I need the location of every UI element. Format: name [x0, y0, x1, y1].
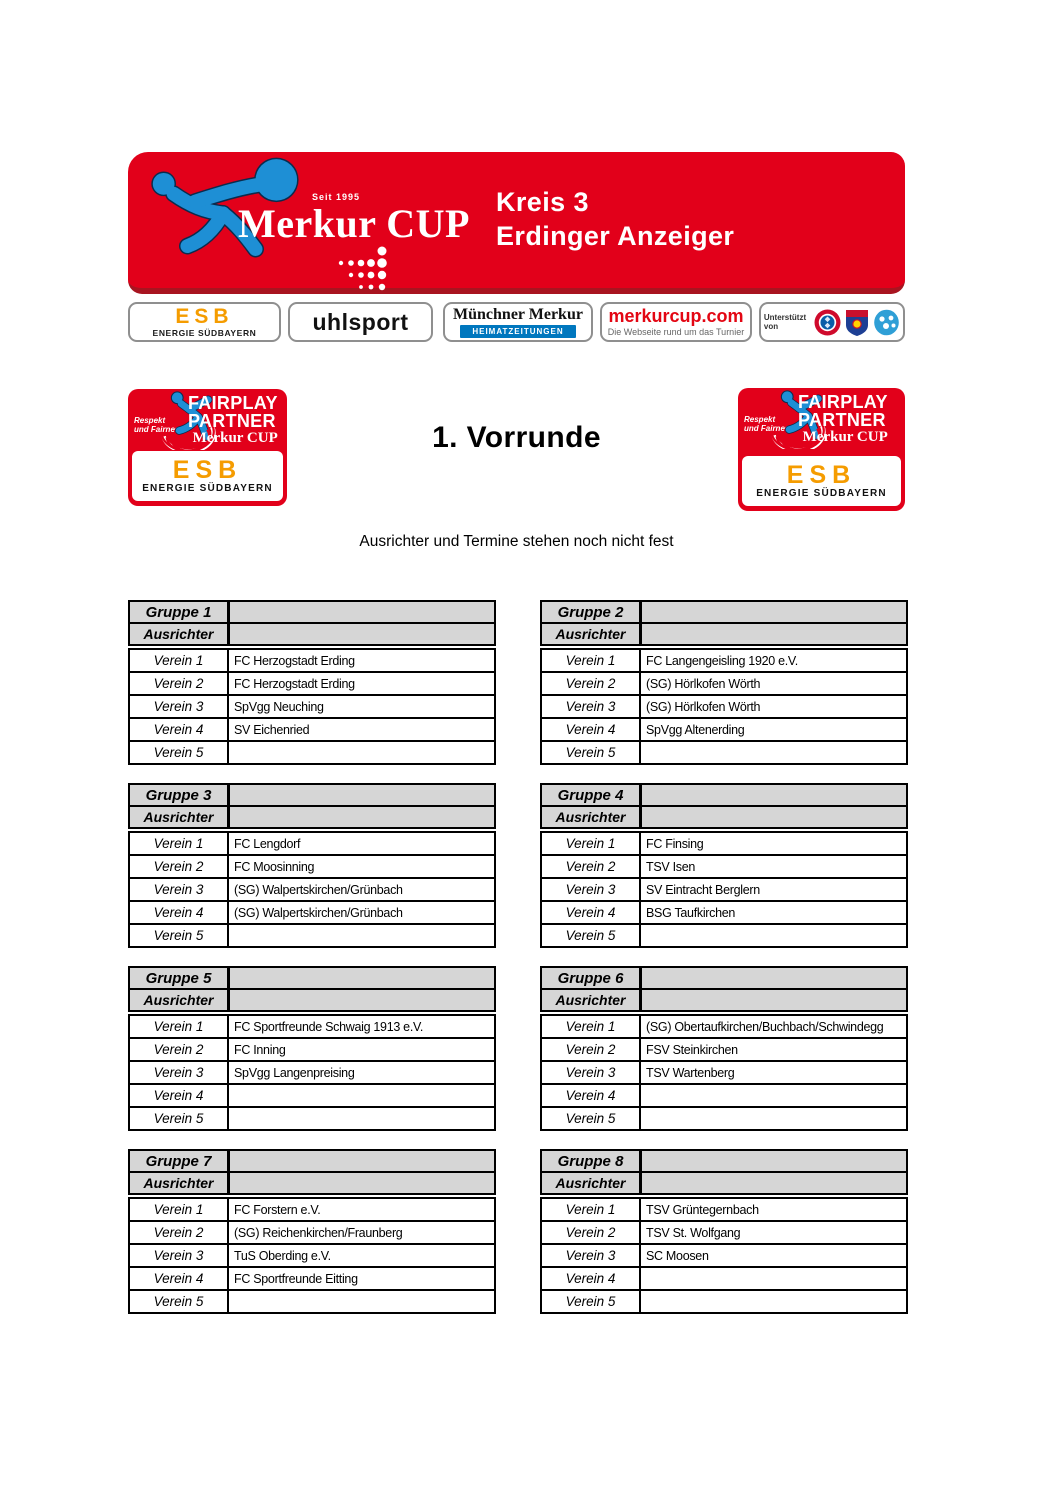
group-name: Gruppe 3	[130, 785, 230, 805]
verein-value: BSG Taufkirchen	[646, 905, 736, 920]
group-name-row	[130, 1151, 494, 1173]
verein-row	[130, 833, 494, 856]
sponsor-uhlsport	[288, 302, 433, 342]
ausrichter-row	[542, 990, 906, 1010]
group-name-row	[130, 602, 494, 624]
sponsor-muenchner-merkur	[443, 302, 593, 342]
esb-logo: ESB	[175, 304, 234, 328]
verein-value: FC Moosinning	[234, 859, 315, 874]
verein-value	[641, 1085, 906, 1106]
verein-label: Verein 4	[130, 1268, 229, 1289]
ausrichter-value	[230, 807, 494, 827]
banner-title	[496, 185, 734, 253]
verein-row	[542, 833, 906, 856]
verein-value: (SG) Hörlkofen Wörth	[646, 676, 761, 691]
banner-kreis: Kreis 3	[496, 187, 589, 217]
ausrichter-row	[542, 807, 906, 827]
verein-value: SpVgg Altenerding	[646, 722, 745, 737]
ausrichter-value	[642, 1173, 906, 1193]
verein-value: SpVgg Neuching	[234, 699, 324, 714]
group-header	[128, 966, 496, 1012]
verein-value: FC Inning	[234, 1042, 286, 1057]
verein-row	[130, 1268, 494, 1291]
verein-row	[130, 650, 494, 673]
group-name: Gruppe 4	[542, 785, 642, 805]
verein-row	[542, 902, 906, 925]
verein-label: Verein 5	[130, 1291, 229, 1312]
verein-value: SC Moosen	[646, 1248, 709, 1263]
verein-label: Verein 2	[130, 1222, 229, 1243]
ausrichter-row	[542, 1173, 906, 1193]
verein-row	[130, 1062, 494, 1085]
verein-row	[130, 1039, 494, 1062]
verein-row	[542, 1016, 906, 1039]
page-subtitle: Ausrichter und Termine stehen noch nicht fest	[359, 533, 674, 550]
verein-value	[641, 925, 906, 946]
verein-row	[130, 925, 494, 946]
group-name: Gruppe 1	[130, 602, 230, 622]
dots-arrow-icon	[335, 246, 393, 302]
verein-row	[130, 696, 494, 719]
fairplay-line2: PARTNER	[188, 411, 276, 431]
verein-label: Verein 3	[542, 1245, 641, 1266]
verein-value: (SG) Reichenkirchen/Fraunberg	[234, 1225, 403, 1240]
verein-row	[542, 696, 906, 719]
ausrichter-value	[230, 1173, 494, 1193]
verein-label: Verein 1	[130, 833, 229, 854]
sponsor-merkurcup-com	[600, 302, 752, 342]
group-header	[128, 600, 496, 646]
verein-row	[130, 1245, 494, 1268]
verein-label: Verein 1	[542, 833, 641, 854]
ausrichter-row	[130, 1173, 494, 1193]
banner-anzeiger: Erdinger Anzeiger	[496, 221, 735, 251]
verein-value: FC Finsing	[646, 836, 704, 851]
verein-row	[542, 650, 906, 673]
verein-label: Verein 4	[542, 1268, 641, 1289]
group-header	[540, 1149, 908, 1195]
ausrichter-row	[130, 624, 494, 644]
group-name-row	[542, 785, 906, 807]
ausrichter-value	[642, 807, 906, 827]
verein-label: Verein 3	[130, 1062, 229, 1083]
fc-bayern-icon	[814, 309, 841, 336]
verein-label: Verein 3	[130, 879, 229, 900]
verein-value: FC Langengeisling 1920 e.V.	[646, 653, 798, 668]
group-name: Gruppe 8	[542, 1151, 642, 1171]
esb-logo: ESB	[786, 461, 857, 489]
verein-label: Verein 2	[542, 1222, 641, 1243]
group-body	[540, 1197, 908, 1314]
group-body	[128, 648, 496, 765]
verein-row	[130, 673, 494, 696]
group-table-7	[128, 1149, 496, 1314]
verein-label: Verein 3	[542, 879, 641, 900]
verein-row	[542, 1039, 906, 1062]
verein-value	[641, 742, 906, 763]
group-name-value	[642, 785, 906, 805]
verein-label: Verein 4	[130, 902, 229, 923]
group-header	[540, 600, 908, 646]
merkurcup-com-subtitle: Die Webseite rund um das Turnier	[607, 326, 745, 337]
verein-label: Verein 2	[542, 1039, 641, 1060]
ausrichter-row	[542, 624, 906, 644]
verein-label: Verein 1	[130, 1199, 229, 1220]
group-table-6	[540, 966, 908, 1131]
verein-row	[130, 719, 494, 742]
esb-subtitle: ENERGIE SÜDBAYERN	[152, 327, 257, 338]
group-name-value	[642, 602, 906, 622]
verein-label: Verein 5	[542, 1291, 641, 1312]
verein-value: SV Eichenried	[234, 722, 310, 737]
verein-value: SpVgg Langenpreising	[234, 1065, 355, 1080]
fairplay-line1: FAIRPLAY	[188, 393, 278, 413]
fairplay-esb-box	[742, 456, 901, 506]
group-header	[540, 966, 908, 1012]
verein-row	[130, 879, 494, 902]
group-name: Gruppe 2	[542, 602, 642, 622]
verein-value	[641, 1108, 906, 1129]
ausrichter-label: Ausrichter	[542, 1173, 642, 1193]
fairplay-line2: PARTNER	[798, 410, 886, 430]
verein-label: Verein 3	[130, 1245, 229, 1266]
verein-value: TSV St. Wolfgang	[646, 1225, 741, 1240]
verein-value	[641, 1291, 906, 1312]
verein-label: Verein 4	[542, 902, 641, 923]
page-title: 1. Vorrunde	[432, 421, 601, 454]
verein-row	[130, 1016, 494, 1039]
group-name: Gruppe 6	[542, 968, 642, 988]
verein-row	[130, 902, 494, 925]
verein-label: Verein 3	[542, 696, 641, 717]
verein-label: Verein 1	[542, 650, 641, 671]
group-header	[128, 783, 496, 829]
verein-label: Verein 5	[542, 742, 641, 763]
bfv-icon	[873, 309, 900, 336]
verein-row	[542, 925, 906, 946]
group-header	[128, 1149, 496, 1195]
group-name: Gruppe 7	[130, 1151, 230, 1171]
group-name-row	[542, 602, 906, 624]
group-table-8	[540, 1149, 908, 1314]
group-body	[128, 1014, 496, 1131]
club-crest-icon	[844, 308, 870, 336]
ausrichter-value	[230, 624, 494, 644]
sponsor-supporters	[759, 302, 905, 342]
respekt-line1: Respekt	[134, 416, 166, 425]
verein-row	[542, 1245, 906, 1268]
heimatzeitungen-bar: HEIMATZEITUNGEN	[460, 325, 575, 338]
group-body	[128, 831, 496, 948]
verein-row	[542, 1085, 906, 1108]
verein-label: Verein 4	[542, 1085, 641, 1106]
merkur-cup-wordmark: Merkur CUP	[238, 201, 470, 246]
verein-row	[130, 1291, 494, 1312]
verein-label: Verein 1	[542, 1199, 641, 1220]
verein-label: Verein 2	[130, 856, 229, 877]
verein-row	[130, 1108, 494, 1129]
fairplay-line3: Merkur CUP	[192, 430, 278, 446]
verein-row	[542, 1062, 906, 1085]
verein-value: FC Herzogstadt Erding	[234, 653, 355, 668]
ausrichter-label: Ausrichter	[130, 807, 230, 827]
verein-value: FC Forstern e.V.	[234, 1202, 321, 1217]
ausrichter-label: Ausrichter	[130, 990, 230, 1010]
verein-row	[542, 1268, 906, 1291]
verein-value	[229, 1108, 494, 1129]
sponsor-strip	[128, 302, 905, 344]
verein-label: Verein 1	[542, 1016, 641, 1037]
group-table-4	[540, 783, 908, 948]
group-table-3	[128, 783, 496, 948]
fairplay-line3: Merkur CUP	[802, 429, 888, 445]
unterstuetzt-text	[764, 313, 806, 331]
verein-value: TSV Wartenberg	[646, 1065, 735, 1080]
verein-value	[641, 1268, 906, 1289]
verein-value: TuS Oberding e.V.	[234, 1248, 331, 1263]
verein-label: Verein 3	[542, 1062, 641, 1083]
esb-logo: ESB	[172, 456, 243, 484]
group-name-row	[542, 968, 906, 990]
verein-value: (SG) Hörlkofen Wörth	[646, 699, 761, 714]
verein-value	[229, 742, 494, 763]
verein-label: Verein 5	[542, 1108, 641, 1129]
group-name-value	[230, 968, 494, 988]
verein-value	[229, 925, 494, 946]
group-table-2	[540, 600, 908, 765]
verein-row	[130, 742, 494, 763]
verein-value	[229, 1085, 494, 1106]
ausrichter-value	[642, 624, 906, 644]
verein-label: Verein 2	[542, 856, 641, 877]
verein-value: (SG) Walpertskirchen/Grünbach	[234, 905, 403, 920]
verein-label: Verein 5	[130, 742, 229, 763]
verein-row	[542, 879, 906, 902]
verein-row	[130, 856, 494, 879]
verein-row	[130, 1199, 494, 1222]
verein-value: FC Lengdorf	[234, 836, 301, 851]
ausrichter-row	[130, 807, 494, 827]
verein-value: TSV Grüntegernbach	[646, 1202, 759, 1217]
ausrichter-value	[230, 990, 494, 1010]
unterstuetzt-line2: von	[763, 322, 779, 331]
supporter-logos	[811, 308, 900, 336]
verein-value: FC Herzogstadt Erding	[234, 676, 355, 691]
verein-row	[542, 742, 906, 763]
verein-value: FC Sportfreunde Schwaig 1913 e.V.	[234, 1019, 424, 1034]
verein-label: Verein 2	[542, 673, 641, 694]
esb-subtitle: ENERGIE SÜDBAYERN	[756, 488, 887, 499]
verein-value	[229, 1291, 494, 1312]
group-name: Gruppe 5	[130, 968, 230, 988]
ausrichter-label: Ausrichter	[542, 807, 642, 827]
verein-value: (SG) Obertaufkirchen/Buchbach/Schwindegg	[646, 1019, 884, 1034]
esb-subtitle: ENERGIE SÜDBAYERN	[142, 483, 273, 494]
verein-row	[130, 1222, 494, 1245]
fairplay-line1: FAIRPLAY	[798, 392, 888, 412]
group-table-1	[128, 600, 496, 765]
group-header	[540, 783, 908, 829]
verein-label: Verein 5	[130, 1108, 229, 1129]
verein-value: SV Eintracht Berglern	[646, 882, 760, 897]
verein-value: TSV Isen	[646, 859, 696, 874]
verein-row	[542, 673, 906, 696]
group-name-value	[230, 785, 494, 805]
verein-label: Verein 4	[130, 719, 229, 740]
merkur-cup-banner	[128, 152, 905, 294]
verein-label: Verein 1	[130, 1016, 229, 1037]
respekt-line1: Respekt	[744, 415, 776, 424]
verein-label: Verein 3	[130, 696, 229, 717]
verein-label: Verein 1	[130, 650, 229, 671]
respekt-line2: und Fairness	[134, 425, 184, 434]
group-name-value	[642, 1151, 906, 1171]
verein-label: Verein 5	[130, 925, 229, 946]
verein-value: FSV Steinkirchen	[646, 1042, 738, 1057]
group-table-5	[128, 966, 496, 1131]
group-name-row	[130, 968, 494, 990]
verein-row	[542, 1291, 906, 1312]
verein-row	[542, 1199, 906, 1222]
respekt-line2: und Fairness	[744, 424, 794, 433]
group-body	[540, 831, 908, 948]
sponsor-esb	[128, 302, 281, 342]
ausrichter-value	[642, 990, 906, 1010]
unterstuetzt-line1: Unterstützt	[763, 313, 807, 322]
ausrichter-label: Ausrichter	[542, 990, 642, 1010]
group-name-value	[642, 968, 906, 988]
ausrichter-label: Ausrichter	[542, 624, 642, 644]
group-body	[540, 648, 908, 765]
verein-row	[542, 1108, 906, 1129]
verein-row	[542, 856, 906, 879]
verein-label: Verein 2	[130, 1039, 229, 1060]
uhlsport-logo: uhlsport	[312, 308, 409, 335]
verein-label: Verein 4	[542, 719, 641, 740]
verein-row	[130, 1085, 494, 1108]
verein-value: FC Sportfreunde Eitting	[234, 1271, 358, 1286]
verein-row	[542, 1222, 906, 1245]
muenchner-merkur-logo: Münchner Merkur	[453, 305, 583, 323]
group-body	[128, 1197, 496, 1314]
ausrichter-row	[130, 990, 494, 1010]
verein-label: Verein 2	[130, 673, 229, 694]
ausrichter-label: Ausrichter	[130, 624, 230, 644]
group-name-row	[542, 1151, 906, 1173]
group-name-value	[230, 602, 494, 622]
merkurcup-com-logo: merkurcup.com	[608, 305, 744, 326]
group-name-value	[230, 1151, 494, 1171]
group-name-row	[130, 785, 494, 807]
logo-seit-text: Seit 1995	[312, 192, 361, 202]
group-body	[540, 1014, 908, 1131]
ausrichter-label: Ausrichter	[130, 1173, 230, 1193]
fairplay-esb-box	[132, 451, 283, 501]
verein-row	[542, 719, 906, 742]
verein-value: (SG) Walpertskirchen/Grünbach	[234, 882, 403, 897]
verein-label: Verein 5	[542, 925, 641, 946]
verein-label: Verein 4	[130, 1085, 229, 1106]
